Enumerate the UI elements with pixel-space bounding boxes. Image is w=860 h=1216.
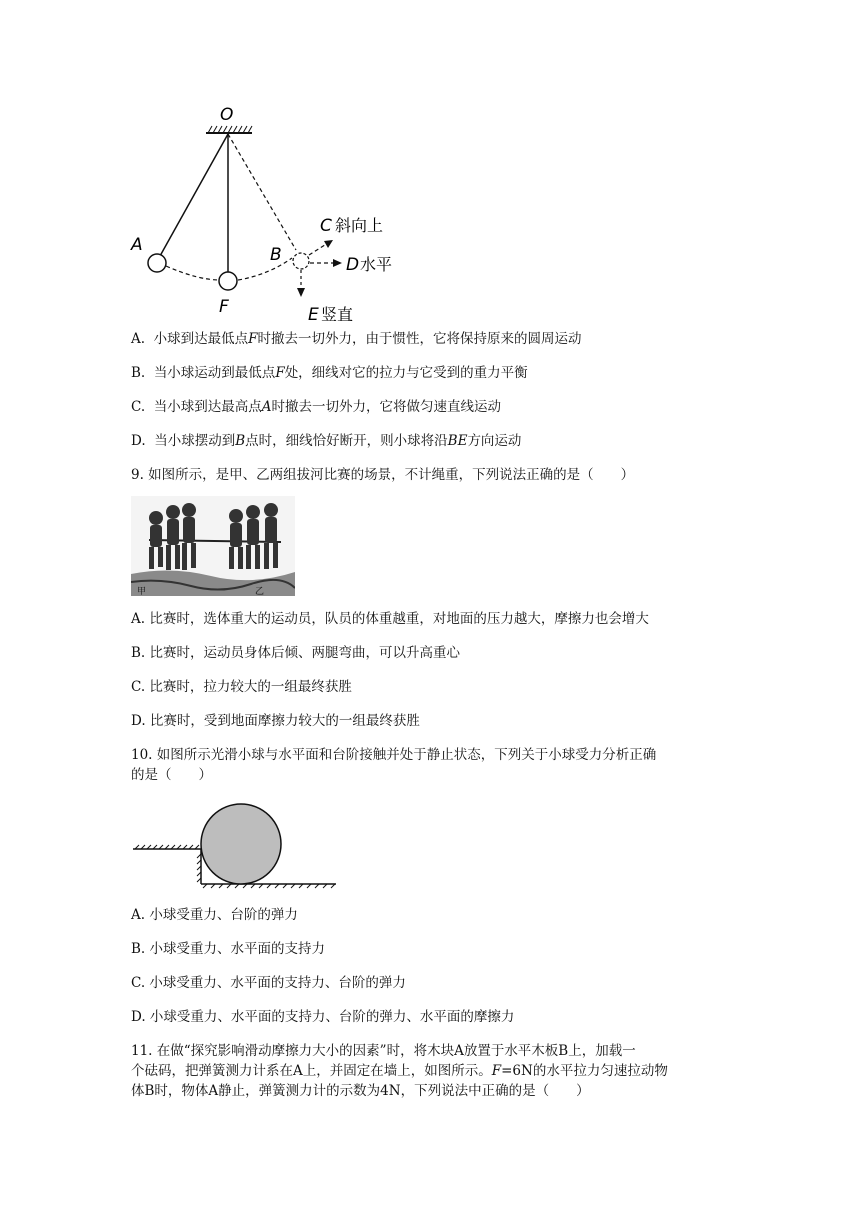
label-a: A bbox=[131, 235, 143, 255]
q8-option-b: B. 当小球运动到最低点F处，细线对它的拉力与它受到的重力平衡 bbox=[131, 365, 528, 381]
label-b: B bbox=[270, 245, 282, 265]
q10-option-d: D. 小球受重力、水平面的支持力、台阶的弹力、水平面的摩擦力 bbox=[131, 1009, 515, 1025]
ball-step-figure bbox=[131, 800, 341, 892]
label-c-text: 斜向上 bbox=[335, 216, 384, 235]
pendulum-figure bbox=[128, 100, 428, 326]
q8-option-a: A. 小球到达最低点F时撤去一切外力，由于惯性，它将保持原来的圆周运动 bbox=[131, 331, 582, 347]
q11-line3: 体B时，物体A静止，弹簧测力计的示数为4N，下列说法中正确的是（ ） bbox=[131, 1083, 590, 1099]
label-d: D bbox=[346, 255, 360, 275]
q9-option-a: A. 比赛时，选体重大的运动员，队员的体重越重，对地面的压力越大，摩擦力也会增大 bbox=[131, 611, 649, 627]
label-e-text: 竖直 bbox=[321, 305, 354, 324]
q9-option-b: B. 比赛时，运动员身体后倾、两腿弯曲，可以升高重心 bbox=[131, 645, 461, 661]
q10-stem-line2: 的是（ ） bbox=[131, 767, 212, 783]
q10-option-c: C. 小球受重力、水平面的支持力、台阶的弹力 bbox=[131, 975, 406, 991]
q9-option-c: C. 比赛时，拉力较大的一组最终获胜 bbox=[131, 679, 352, 695]
q10-stem-line1: 10. 如图所示光滑小球与水平面和台阶接触并处于静止状态，下列关于小球受力分析正确 bbox=[131, 747, 657, 763]
label-d-text: 水平 bbox=[360, 255, 393, 274]
tug-label-right: 乙 bbox=[255, 587, 265, 596]
label-o: O bbox=[220, 105, 234, 125]
q9-stem: 9. 如图所示，是甲、乙两组拔河比赛的场景，不计绳重，下列说法正确的是（ ） bbox=[131, 467, 635, 483]
tug-of-war-image bbox=[131, 496, 295, 596]
label-c: C bbox=[320, 216, 332, 236]
label-f: F bbox=[219, 297, 229, 317]
q8-option-c: C. 当小球到达最高点A时撤去一切外力，它将做匀速直线运动 bbox=[131, 399, 501, 415]
q11-line2: 个砝码，把弹簧测力计系在A上，并固定在墙上，如图所示。F=6N的水平拉力匀速拉动物 bbox=[131, 1063, 668, 1079]
q8-option-d: D. 当小球摆动到B点时，细线恰好断开，则小球将沿BE方向运动 bbox=[131, 433, 522, 449]
tug-label-left: 甲 bbox=[137, 587, 147, 596]
q10-option-b: B. 小球受重力、水平面的支持力 bbox=[131, 941, 326, 957]
q11-line1: 11. 在做“探究影响滑动摩擦力大小的因素”时，将木块A放置于水平木板B上，加载一 bbox=[131, 1043, 636, 1059]
q10-option-a: A. 小球受重力、台阶的弹力 bbox=[131, 907, 298, 923]
q9-option-d: D. 比赛时，受到地面摩擦力较大的一组最终获胜 bbox=[131, 713, 420, 729]
label-e: E bbox=[308, 305, 319, 325]
